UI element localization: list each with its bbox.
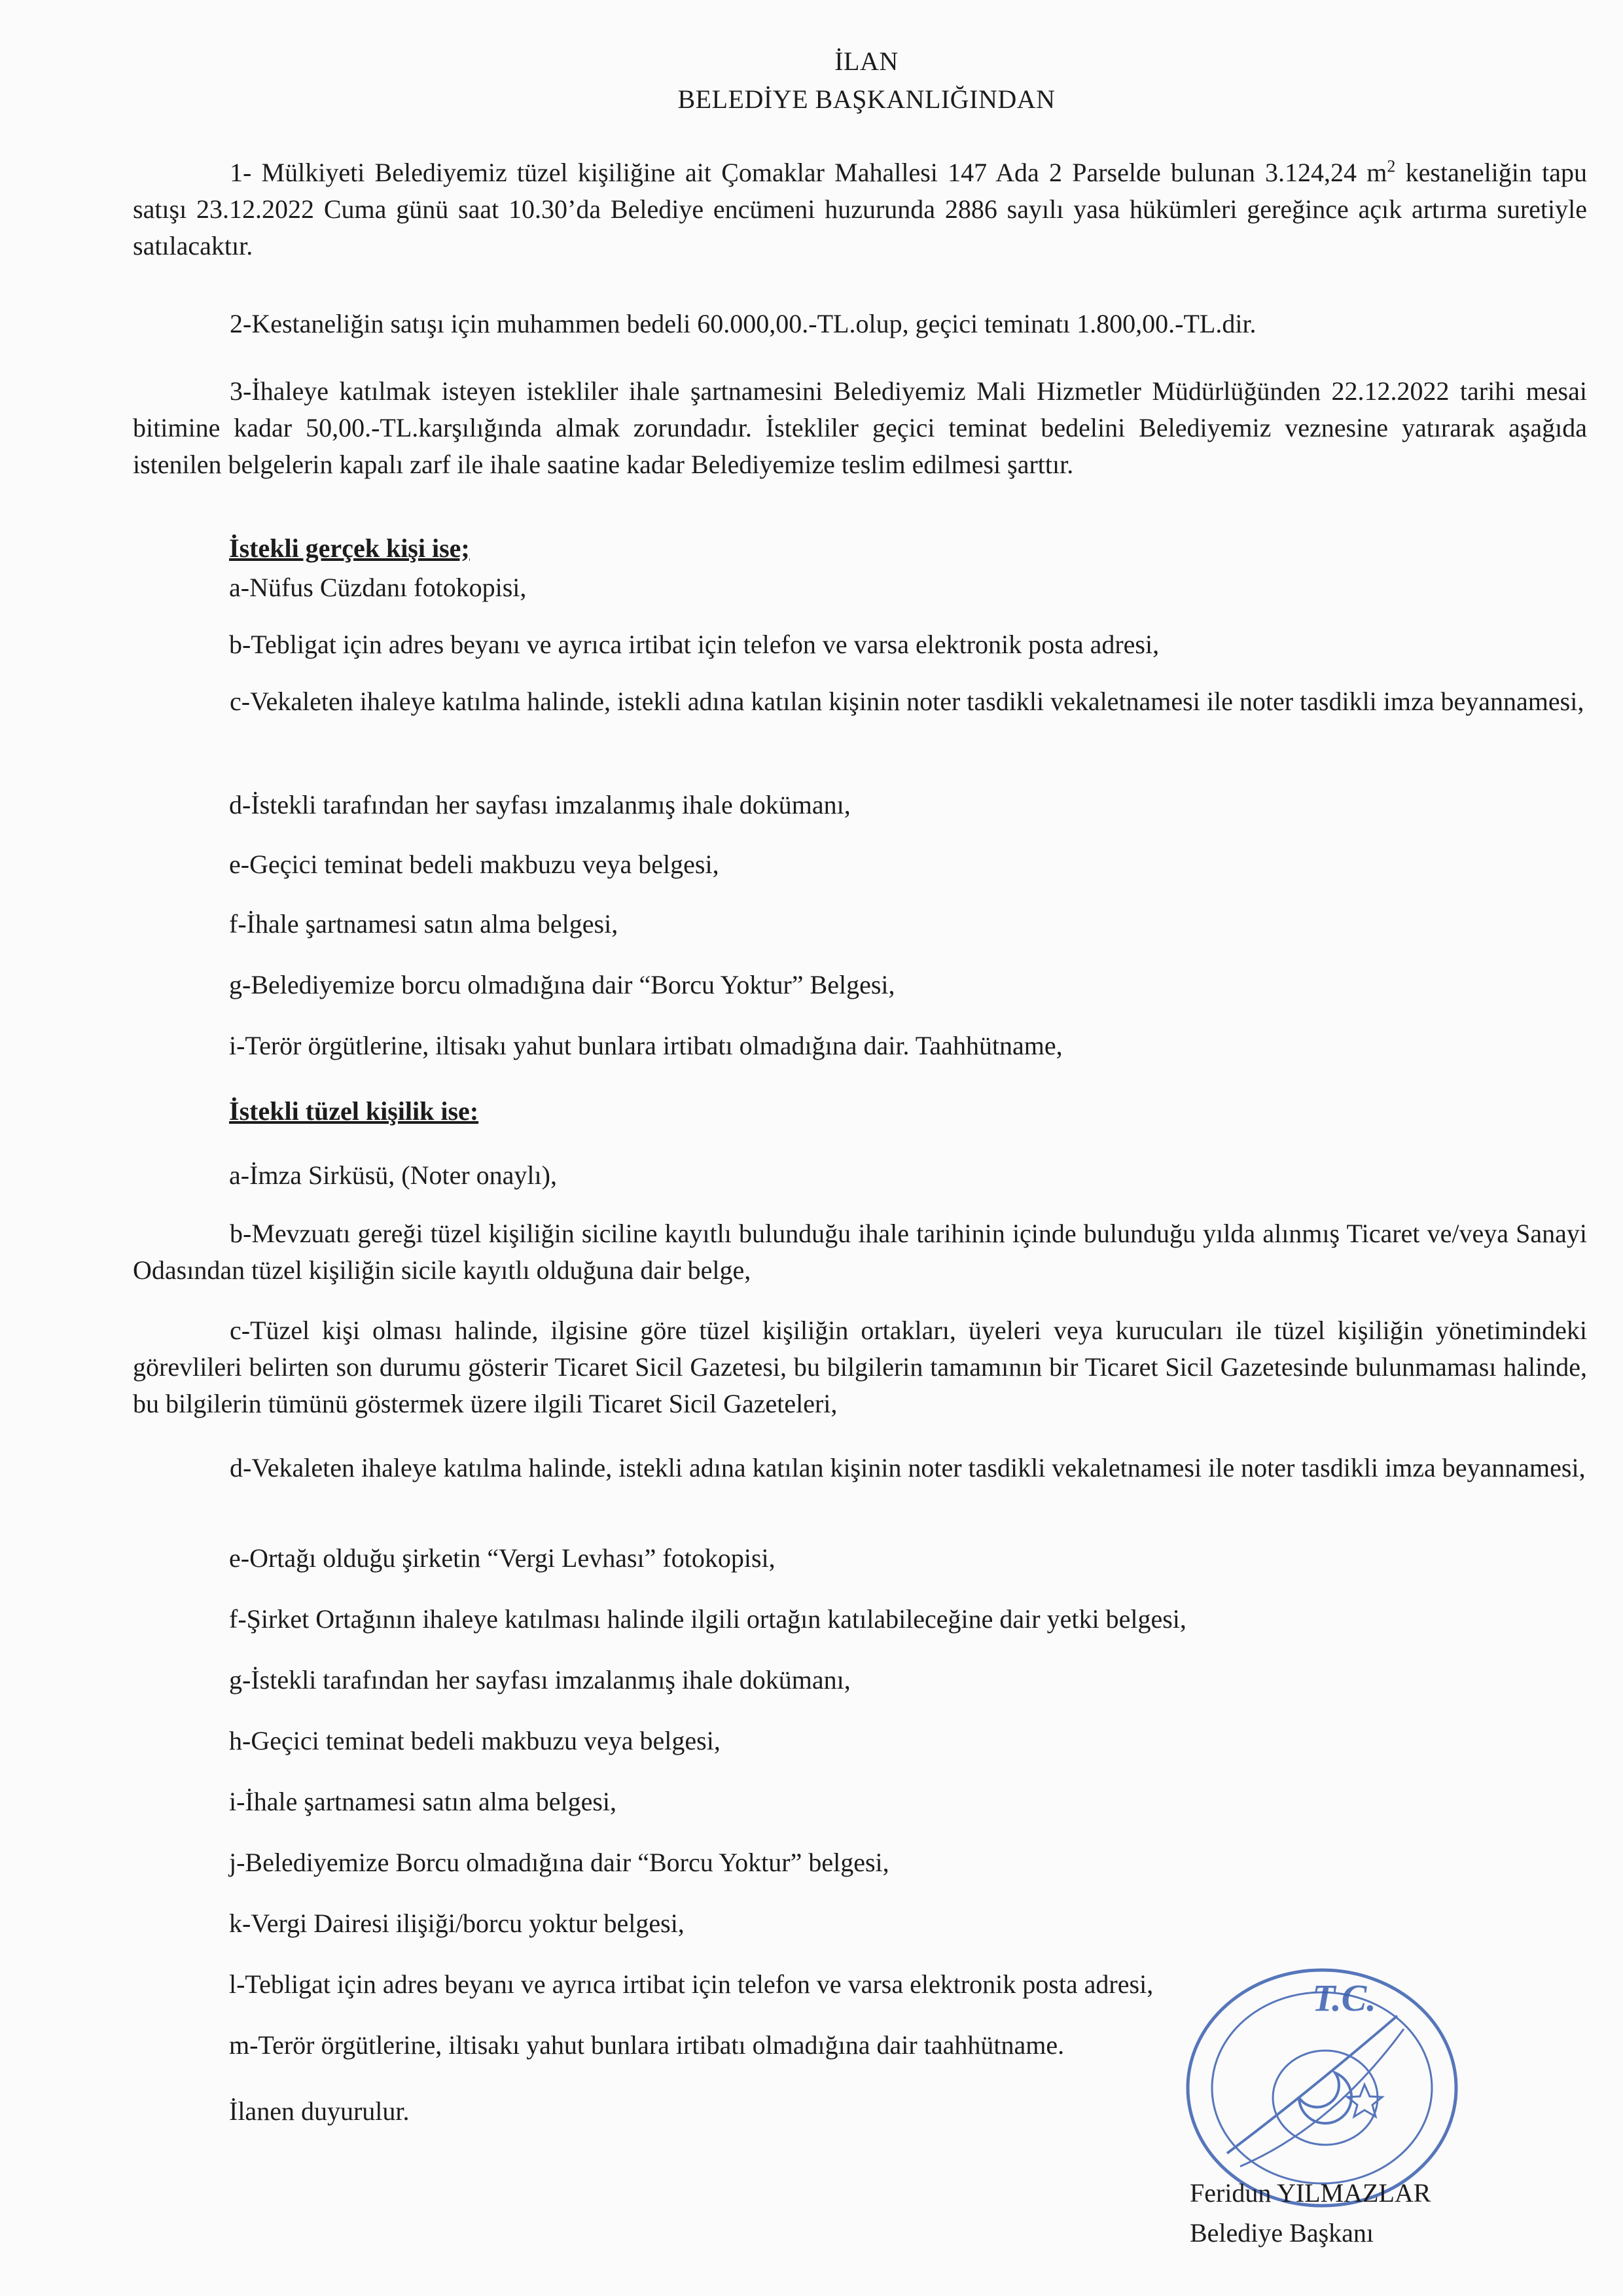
real-person-item-c: c-Vekaleten ihaleye katılma halinde, istekli adına katılan kişinin noter tasdikli vekaletnamesi ile noter tasdikli imza beyannamesi, [230, 687, 1584, 716]
closing-text: İlanen duyurulur. [229, 2096, 410, 2126]
legal-entity-item-h: h-Geçici teminat bedeli makbuzu veya belgesi, [229, 1726, 721, 1755]
paragraph-1-superscript: 2 [1387, 156, 1396, 176]
legal-entity-item-m: m-Terör örgütlerine, iltisakı yahut bunlara irtibatı olmadığına dair taahhütname. [229, 2030, 1065, 2060]
legal-entity-item-k: k-Vergi Dairesi ilişiği/borcu yoktur belgesi, [229, 1909, 685, 1938]
legal-entity-item-c: c-Tüzel kişi olması halinde, ilgisine göre tüzel kişiliğin ortakları, üyeleri veya kurucuları ile tüzel kişiliğin yönetimindeki görevlileri belirten son durumu gösterir Ticaret Sicil Gazetesi, bu bilgilerin tamamının bir Ticaret Sicil Gazetesinde bulunmaması halinde, bu bilgilerin tümünü göstermek üzere ilgili Ticaret Sicil Gazeteleri, [133, 1316, 1587, 1418]
legal-entity-item-i: i-İhale şartnamesi satın alma belgesi, [229, 1787, 617, 1816]
real-person-item-g: g-Belediyemize borcu olmadığına dair “Borcu Yoktur” Belgesi, [229, 970, 895, 999]
legal-entity-item-b: b-Mevzuatı gereği tüzel kişiliğin siciline kayıtlı bulunduğu ihale tarihinin içinde bulunduğu yılda alınmış Ticaret ve/veya Sanayi Odasından tüzel kişiliğin sicile kayıtlı olduğuna dair belge, [133, 1219, 1587, 1285]
official-stamp-icon [1168, 1950, 1476, 2212]
paragraph-1-rest: kestaneliğin tapu satışı 23.12.2022 Cuma günü saat 10.30’da Belediye encümeni huzurunda 2886 sayılı yasa hükümleri gereğince açık artırma suretiyle satılacaktır. [133, 158, 1588, 260]
signature-position: Belediye Başkanı [1190, 2218, 1374, 2248]
legal-entity-item-l: l-Tebligat için adres beyanı ve ayrıca irtibat için telefon ve varsa elektronik posta adresi, [229, 1969, 1154, 1999]
paragraph-3: 3-İhaleye katılmak isteyen istekliler ihale şartnamesini Belediyemiz Mali Hizmetler Müdürlüğünden 22.12.2022 tarihi mesai bitimine kadar 50,00.-TL.karşılığında almak zorundadır. İstekliler geçici teminat bedelini Belediyemiz veznesine yatırarak aşağıda istenilen belgelerin kapalı zarf ile ihale saatine kadar Belediyemize teslim edilmesi şarttır. [133, 376, 1587, 479]
paragraph-2: 2-Kestaneliğin satışı için muhammen bedeli 60.000,00.-TL.olup, geçici teminatı 1.800,00.-TL.dir. [230, 309, 1257, 338]
paragraph-1 [133, 154, 1587, 264]
real-person-heading: İstekli gerçek kişi ise; [229, 533, 470, 563]
stamp-text: T.C. [1312, 1977, 1376, 2019]
real-person-item-i: i-Terör örgütlerine, iltisakı yahut bunlara irtibatı olmadığına dair. Taahhütname, [229, 1031, 1063, 1060]
real-person-item-a: a-Nüfus Cüzdanı fotokopisi, [229, 573, 527, 602]
legal-entity-item-f: f-Şirket Ortağının ihaleye katılması halinde ilgili ortağın katılabileceğine dair yetki belgesi, [229, 1604, 1186, 1634]
legal-entity-item-d: d-Vekaleten ihaleye katılma halinde, istekli adına katılan kişinin noter tasdikli vekaletnamesi ile noter tasdikli imza beyannamesi, [230, 1453, 1586, 1482]
real-person-item-d: d-İstekli tarafından her sayfası imzalanmış ihale dokümanı, [229, 790, 851, 819]
document-title: İLAN [834, 46, 899, 76]
real-person-item-e: e-Geçici teminat bedeli makbuzu veya belgesi, [229, 850, 719, 879]
legal-entity-item-j: j-Belediyemize Borcu olmadığına dair “Borcu Yoktur” belgesi, [229, 1848, 889, 1877]
document-subtitle: BELEDİYE BAŞKANLIĞINDAN [677, 84, 1056, 114]
paragraph-1-text: 1- Mülkiyeti Belediyemiz tüzel kişiliğine ait Çomaklar Mahallesi 147 Ada 2 Parselde bulunan 3.124,24 m [230, 158, 1387, 187]
legal-entity-item-e: e-Ortağı olduğu şirketin “Vergi Levhası” fotokopisi, [229, 1543, 776, 1573]
real-person-item-f: f-İhale şartnamesi satın alma belgesi, [229, 909, 618, 939]
legal-entity-item-a: a-İmza Sirküsü, (Noter onaylı), [229, 1160, 557, 1190]
legal-entity-item-g: g-İstekli tarafından her sayfası imzalanmış ihale dokümanı, [229, 1665, 851, 1695]
signature-name: Feridun YILMAZLAR [1190, 2178, 1431, 2208]
legal-entity-heading: İstekli tüzel kişilik ise: [229, 1096, 479, 1126]
real-person-item-b: b-Tebligat için adres beyanı ve ayrıca irtibat için telefon ve varsa elektronik posta adresi, [229, 630, 1160, 659]
